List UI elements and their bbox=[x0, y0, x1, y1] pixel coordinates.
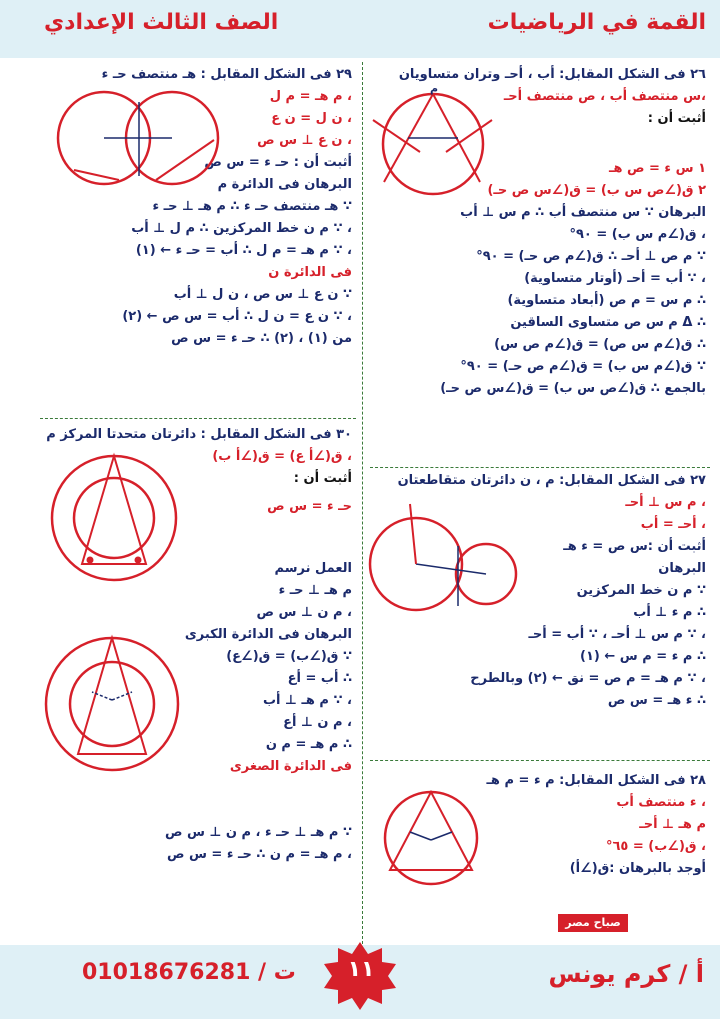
p30-line: ، م هـ = م ن ∴ حـ ء = س ص bbox=[166, 847, 352, 862]
p27-line: ∴ م ء ⊥ أب bbox=[633, 605, 706, 620]
p30-line: ٣٠ فى الشكل المقابل : دائرتان متحدتا المركز م bbox=[46, 427, 352, 442]
p27-line: البرهان bbox=[658, 561, 706, 576]
p28-line: أوجد بالبرهان :ق(∠أ) bbox=[569, 861, 706, 876]
p26-line: ∵ ق(∠م س ب) = ق(∠م ص حـ) = ٩٠° bbox=[460, 359, 706, 374]
page-number: ١١ bbox=[347, 957, 375, 982]
p27-line: ، ∵ م هـ = م ص = نق ← (٢) وبالطرح bbox=[470, 671, 706, 686]
p30-line: م هـ ⊥ حـ ء bbox=[278, 583, 352, 598]
p30-line: ∵ ق(∠ب) = ق(∠ع) bbox=[226, 649, 352, 664]
problem-divider bbox=[370, 760, 710, 761]
svg-text:م: م bbox=[430, 82, 439, 95]
p27-line: ∴ م ء = م س ← (١) bbox=[580, 649, 706, 664]
p26-line: ٢٦ فى الشكل المقابل: أب ، أحـ وتران متساويان bbox=[398, 67, 706, 82]
figure-28 bbox=[376, 780, 486, 890]
p27-line: ، م س ⊥ أحـ bbox=[625, 495, 706, 510]
figure-26 bbox=[368, 82, 498, 202]
logo-badge: صباح مصر bbox=[558, 914, 628, 932]
p26-line: ٢ ق(∠ص س ب) = ق(∠س ص حـ) bbox=[487, 183, 706, 198]
p27-line: ∴ ء هـ = س ص bbox=[607, 693, 706, 708]
figure-30b bbox=[40, 630, 190, 780]
p27-line: أثبت أن :س ص = ء هـ bbox=[563, 539, 706, 554]
author-phone: ت / 01018676281 bbox=[82, 960, 296, 985]
p30-line: ، م ن ⊥ أع bbox=[283, 715, 352, 730]
problem-30-proof bbox=[184, 558, 352, 778]
p28-line: م هـ ⊥ أحـ bbox=[639, 817, 706, 832]
p29-line: ، ن ل = ن ع bbox=[271, 111, 352, 126]
p30-line: حـ ء = س ص bbox=[267, 499, 352, 514]
p30-line: ∵ م هـ ⊥ حـ ء ، م ن ⊥ س ص bbox=[164, 825, 352, 840]
p27-line: ٢٧ فى الشكل المقابل: م ، ن دائرتان متقاطعتان bbox=[397, 473, 706, 488]
problem-divider bbox=[370, 467, 710, 468]
p29-line: ∵ هـ منتصف حـ ء ∴ م هـ ⊥ حـ ء bbox=[152, 199, 352, 214]
p30-line: ، ق(∠أ ع) = ق(∠أ ب) bbox=[212, 449, 352, 464]
p29-line: ، ∵ ن ع = ن ل ∴ أب = س ص ← (٢) bbox=[122, 309, 352, 324]
p28-line: ٢٨ فى الشكل المقابل: م ء = م هـ bbox=[486, 773, 706, 788]
p30-line: ∴ أب = أع bbox=[287, 671, 352, 686]
p26-line: أثبت أن : bbox=[647, 111, 706, 126]
p26-line: ، ∵ أب = أحـ (أوتار متساوية) bbox=[524, 271, 706, 286]
p29-line: ٢٩ فى الشكل المقابل : هـ منتصف حـ ء bbox=[101, 67, 352, 82]
figure-29 bbox=[44, 80, 224, 200]
book-title: القمة في الرياضيات bbox=[487, 10, 706, 35]
p29-line: فى الدائرة ن bbox=[268, 265, 352, 280]
p30-line: أثبت أن : bbox=[293, 471, 352, 486]
p30-line: ، ∵ م هـ ⊥ أب bbox=[262, 693, 352, 708]
p27-line: ، ∵ م س ⊥ أحـ ، ∵ أب = أحـ bbox=[528, 627, 706, 642]
p29-line: ، ∵ م ن خط المركزين ∴ م ل ⊥ أب bbox=[131, 221, 352, 236]
p29-line: أثبت أن : حـ ء = س ص bbox=[204, 155, 352, 170]
p26-line: ∴ ق(∠م س ص) = ق(∠م ص س) bbox=[494, 337, 706, 352]
problem-28 bbox=[486, 770, 706, 880]
p29-line: البرهان فى الدائرة م bbox=[217, 177, 352, 192]
p27-line: ∵ م ن خط المركزين bbox=[576, 583, 706, 598]
column-divider bbox=[362, 62, 363, 944]
author-name: أ / كرم يونس bbox=[548, 960, 704, 988]
p26-line: ، ق(∠م س ب) = ٩٠° bbox=[569, 227, 706, 242]
p30-line: فى الدائرة الصغرى bbox=[229, 759, 352, 774]
p26-line: ١ س ء = ص هـ bbox=[609, 161, 706, 176]
p30-line: ∴ م هـ = م ن bbox=[265, 737, 352, 752]
p26-line: ∴ Δ م س ص متساوى الساقين bbox=[510, 315, 706, 330]
p27-line: ، أحـ = أب bbox=[640, 517, 706, 532]
grade-title: الصف الثالث الإعدادي bbox=[44, 10, 279, 35]
p28-line: ، ء منتصف أب bbox=[616, 795, 706, 810]
p26-line: ،س منتصف أب ، ص منتصف أحـ bbox=[503, 89, 706, 104]
p26-line: بالجمع ∴ ق(∠ص س ب) = ق(∠س ص حـ) bbox=[440, 381, 706, 396]
p30-line: العمل نرسم bbox=[274, 561, 352, 576]
problem-30-end bbox=[36, 822, 352, 866]
p30-line: ، م ن ⊥ س ص bbox=[256, 605, 352, 620]
p26-line: البرهان ∵ س منتصف أب ∴ م س ⊥ أب bbox=[460, 205, 706, 220]
figure-27 bbox=[368, 500, 518, 620]
p26-line: ∵ م ص ⊥ أحـ ∴ ق(∠م ص حـ) = ٩٠° bbox=[476, 249, 706, 264]
p30-line: البرهان فى الدائرة الكبرى bbox=[184, 627, 352, 642]
p28-line: ، ق(∠ب) = ٦٥° bbox=[605, 839, 706, 854]
problem-divider bbox=[40, 418, 356, 419]
p29-line: ، ن ع ⊥ س ص bbox=[257, 133, 352, 148]
p29-line: ∵ ن ع ⊥ س ص ، ن ل ⊥ أب bbox=[173, 287, 352, 302]
p29-line: ، ∵ م هـ = م ل ∴ أب = حـ ء ← (١) bbox=[135, 243, 352, 258]
p29-line: من (١) ، (٢) ∴ حـ ء = س ص bbox=[171, 331, 352, 346]
page-header bbox=[0, 0, 720, 58]
p29-line: ، م هـ = م ل bbox=[269, 89, 352, 104]
figure-30a bbox=[44, 448, 184, 588]
p26-line: ∴ م س = م ص (أبعاد متساوية) bbox=[507, 293, 706, 308]
